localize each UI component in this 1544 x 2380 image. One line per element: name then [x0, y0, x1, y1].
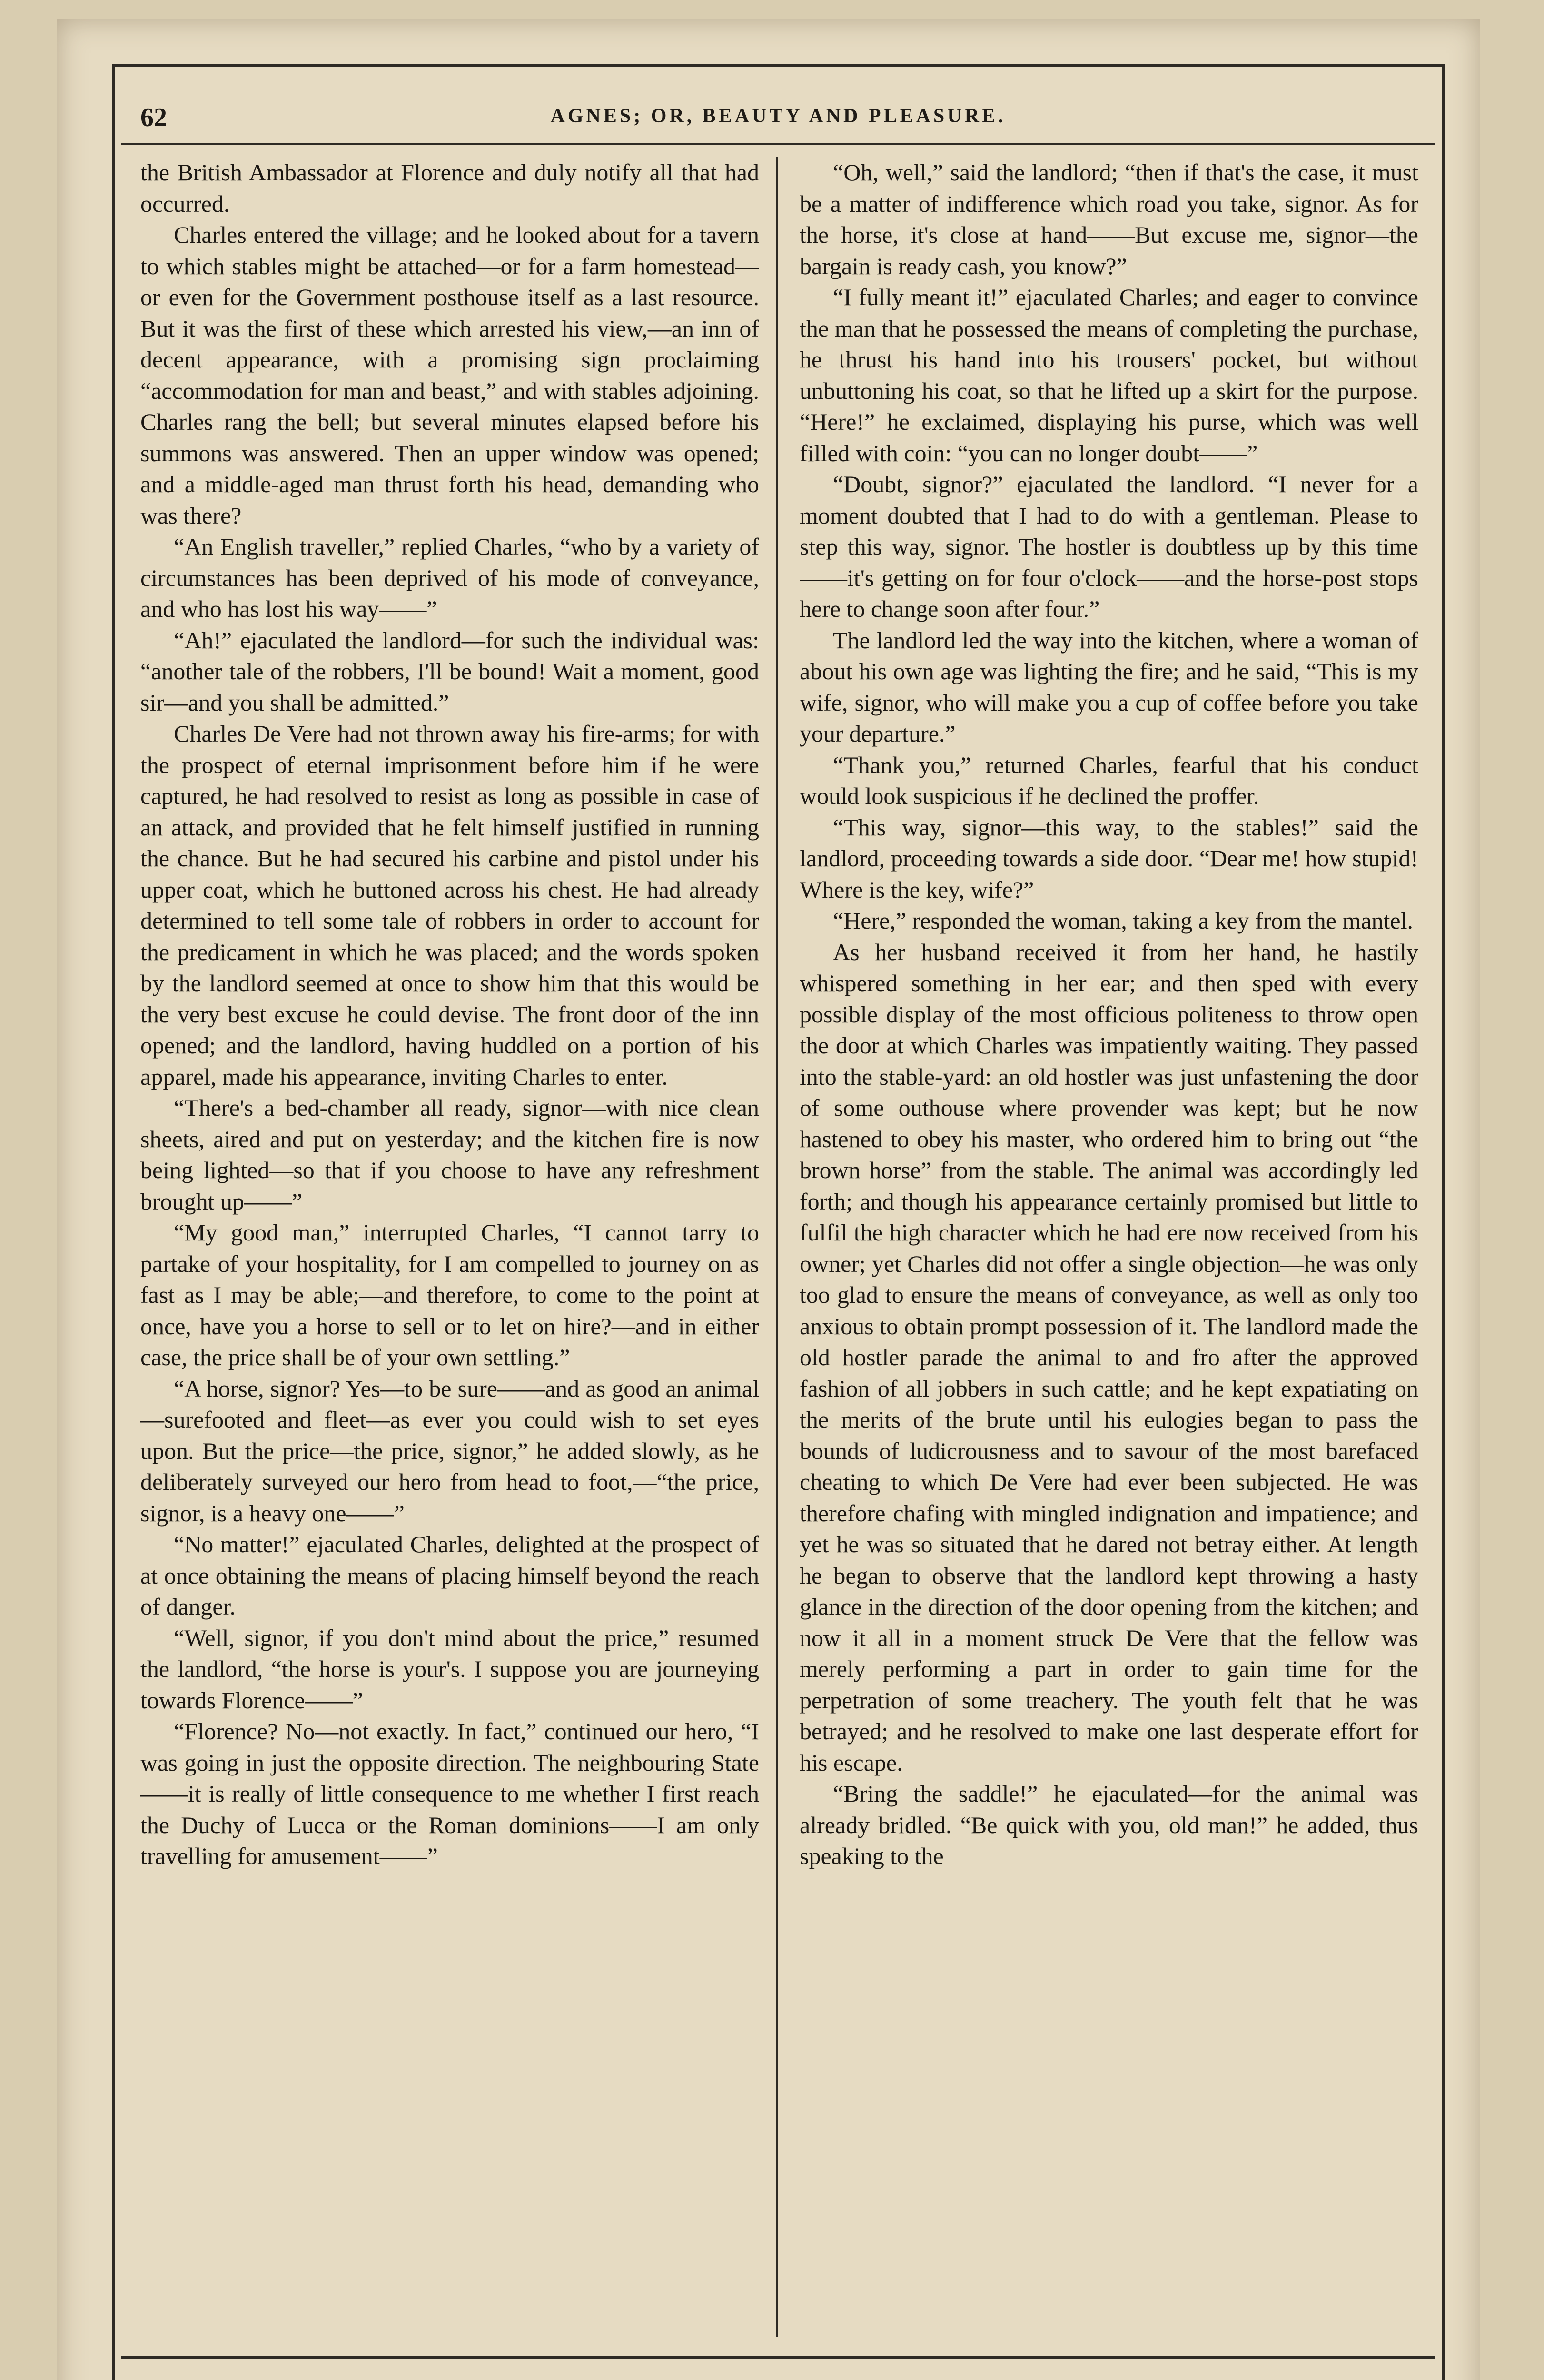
paragraph: “Ah!” ejaculated the landlord—for such the individual was: “another tale of the robbers, I'll be bound! Wait a moment, good sir—and you shall be admitted.”	[140, 626, 759, 716]
paragraph: “Doubt, signor?” ejaculated the landlord. “I never for a moment doubted that I had to do with a gentleman. Please to step this way, signor. The hostler is doubtless up by this time——it's getting on for four o'clock——and the horse-post stops here to change soon after four.”	[800, 471, 1418, 622]
paragraph: “Here,” responded the woman, taking a key from the mantel.	[833, 907, 1413, 934]
paragraph: “Thank you,” returned Charles, fearful that his conduct would look suspicious if he declined the proffer.	[800, 751, 1418, 809]
paragraph: Charles De Vere had not thrown away his fire-arms; for with the prospect of eternal imprisonment before him if he were captured, he had resolved to resist as long as possible in case of an attack, and provided that he felt himself justified in running the chance. But he had secured his carbine and pistol under his upper coat, which he buttoned across his chest. He had already determined to tell some tale of robbers in order to account for the predicament in which he was placed; and the words spoken by the landlord seemed at once to show him that this would be the very best excuse he could devise. The front door of the inn opened; and the landlord, having huddled on a portion of his apparel, made his appearance, inviting Charles to enter.	[140, 720, 759, 1090]
header-rule	[121, 143, 1435, 145]
paragraph: Charles entered the village; and he looked about for a tavern to which stables might be attached—or for a farm homestead—or even for the Government posthouse itself as a last resource. But it was the first of these which arrested his view,—an inn of decent appearance, with a promising sign proclaiming “accommodation for man and beast,” and with stables adjoining. Charles rang the bell; but several minutes elapsed before his summons was answered. Then an upper window was opened; and a middle-aged man thrust forth his head, demanding who was there?	[140, 221, 759, 529]
paragraph: “There's a bed-chamber all ready, signor—with nice clean sheets, aired and put on yesterday; and the kitchen fire is now being lighted—so that if you choose to have any refreshment brought up——”	[140, 1094, 759, 1215]
running-title: AGNES; OR, BEAUTY AND PLEASURE.	[550, 105, 1006, 127]
bottom-rule	[121, 2356, 1435, 2359]
column-divider	[776, 157, 778, 2337]
paragraph: “No matter!” ejaculated Charles, delighted at the prospect of at once obtaining the means of placing himself beyond the reach of danger.	[140, 1531, 759, 1620]
page-header	[121, 95, 1435, 138]
page-number: 62	[140, 103, 167, 132]
paragraph: “Oh, well,” said the landlord; “then if that's the case, it must be a matter of indifference which road you take, signor. As for the horse, it's close at hand——But excuse me, signor—the bargain is ready cash, you know?”	[800, 159, 1418, 279]
paragraph: “Well, signor, if you don't mind about the price,” resumed the landlord, “the horse is your's. I suppose you are journeying towards Florence——”	[140, 1624, 759, 1714]
paragraph: “Bring the saddle!” he ejaculated—for the animal was already bridled. “Be quick with you, old man!” he added, thus speaking to the	[800, 1780, 1418, 1869]
paragraph: As her husband received it from her hand, he hastily whispered something in her ear; and then sped with every possible display of the most officious politeness to throw open the door at which Charles was impatiently waiting. They passed into the stable-yard: an old hostler was just unfastening the door of some outhouse where provender was kept; but he now hastened to obey his master, who ordered him to bring out “the brown horse” from the stable. The animal was accordingly led forth; and though his appearance certainly promised but little to fulfil the high character which he had ere now received from his owner; yet Charles did not offer a single objection—he was only too glad to ensure the means of conveyance, as well as only too anxious to obtain prompt possession of it. The landlord made the old hostler parade the animal to and fro after the approved fashion of all jobbers in such cattle; and he kept expatiating on the merits of the brute until his eulogies began to pass the bounds of ludicrousness and to savour of the most barefaced cheating to which De Vere had ever been subjected. He was therefore chafing with mingled indignation and impatience; and yet he was so situated that he dared not betray either. At length he began to observe that the landlord kept throwing a hasty glance in the direction of the door opening from the kitchen; and now it all in a moment struck De Vere that the fellow was merely performing a part in order to gain time for the perpetration of some treachery. The youth felt that he was betrayed; and he resolved to make one last desperate effort for his escape.	[800, 938, 1418, 1776]
paragraph: The landlord led the way into the kitchen, where a woman of about his own age was lighting the fire; and he said, “This is my wife, signor, who will make you a cup of coffee before you take your departure.”	[800, 626, 1418, 747]
paragraph: “An English traveller,” replied Charles, “who by a variety of circumstances has been deprived of his mode of conveyance, and who has lost his way——”	[140, 533, 759, 622]
paragraph: “A horse, signor? Yes—to be sure——and as good an animal—surefooted and fleet—as ever you could wish to set eyes upon. But the price—the price, signor,” he added slowly, as he deliberately surveyed our hero from head to foot,—“the price, signor, is a heavy one——”	[140, 1375, 759, 1527]
right-column	[800, 157, 1418, 2337]
paragraph: “I fully meant it!” ejaculated Charles; and eager to convince the man that he possessed the means of completing the purchase, he thrust his hand into his trousers' pocket, but without unbuttoning his coat, so that he lifted up a skirt for the purpose. “Here!” he exclaimed, displaying his purse, which was well filled with coin: “you can no longer doubt——”	[800, 284, 1418, 466]
paragraph: the British Ambassador at Florence and duly notify all that had occurred.	[140, 159, 759, 217]
left-column	[140, 157, 759, 2337]
paragraph: “My good man,” interrupted Charles, “I cannot tarry to partake of your hospitality, for I am compelled to journey on as fast as I may be able;—and therefore, to come to the point at once, have you a horse to sell or to let on hire?—and in either case, the price shall be of your own settling.”	[140, 1219, 759, 1370]
paragraph: “Florence? No—not exactly. In fact,” continued our hero, “I was going in just the opposite direction. The neighbouring State——it is really of little consequence to me whether I first reach the Duchy of Lucca or the Roman dominions——I am only travelling for amusement——”	[140, 1718, 759, 1869]
paragraph: “This way, signor—this way, to the stables!” said the landlord, proceeding towards a side door. “Dear me! how stupid! Where is the key, wife?”	[800, 813, 1418, 903]
